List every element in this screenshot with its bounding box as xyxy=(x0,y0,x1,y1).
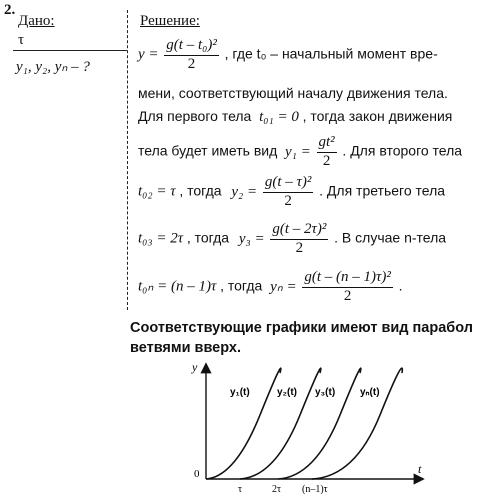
formula-y2-fraction xyxy=(263,175,314,210)
formula-y-lhs: y = xyxy=(138,46,159,63)
given-divider xyxy=(13,50,127,51)
fraction-numerator: g(t – (n – 1)τ)² xyxy=(302,270,393,288)
line-text: Для первого тела xyxy=(138,108,252,124)
given-value: τ xyxy=(18,32,25,48)
line-text: . Для третьего тела xyxy=(319,182,446,199)
solution-line-8: Соответствующие графики имеют вид парабол xyxy=(130,320,473,336)
tick-label-2tau: 2τ xyxy=(272,484,282,495)
given-find: y₁, y₂, yₙ – ? xyxy=(16,59,90,75)
fraction-numerator: g(t – t₀)² xyxy=(164,38,219,56)
line-text: . xyxy=(398,277,403,294)
formula-t02: t₀₂ = τ xyxy=(138,183,176,200)
y-axis-label: y xyxy=(192,360,198,374)
formula-t0n: t₀ₙ = (n – 1)τ xyxy=(138,278,217,295)
fraction-denominator: 2 xyxy=(187,55,196,72)
line-text: . В случае n-тела xyxy=(334,229,447,246)
fraction-denominator: 2 xyxy=(284,192,292,209)
curve-y3 xyxy=(278,368,361,479)
line-text: , тогда xyxy=(179,182,222,199)
x-axis-label: t xyxy=(418,462,422,476)
problem-number: 2. xyxy=(4,2,16,18)
line-text: , где t₀ – начальный момент вре- xyxy=(224,45,438,62)
solution-line-6 xyxy=(138,222,446,257)
line-text: , тогда xyxy=(186,229,230,246)
tick-label-n1tau: (n–1)τ xyxy=(302,484,328,495)
formula-t01: t₀₁ = 0 xyxy=(259,109,299,125)
curve-y2 xyxy=(240,368,321,479)
formula-yn-fraction xyxy=(302,270,393,305)
line-text: , тогда закон движения xyxy=(302,108,453,124)
curve-y1 xyxy=(206,368,281,479)
parabola-graph xyxy=(180,355,430,495)
formula-y2-lhs: y₂ = xyxy=(231,183,258,200)
tick-label-tau: τ xyxy=(238,484,243,495)
origin-label: 0 xyxy=(194,468,200,480)
solution-line-2: мени, соответствующий началу движения тела. xyxy=(138,85,448,101)
curve-yn xyxy=(312,368,402,479)
solution-line-3 xyxy=(138,108,452,126)
formula-general-fraction xyxy=(164,38,219,73)
given-label: Дано: xyxy=(18,13,55,29)
solution-line-4 xyxy=(138,135,462,170)
formula-y3-fraction xyxy=(270,222,328,257)
fraction-denominator: 2 xyxy=(343,287,352,304)
fraction-denominator: 2 xyxy=(295,239,304,256)
fraction-denominator: 2 xyxy=(322,152,331,169)
curve-label-yn: yₙ(t) xyxy=(360,387,380,398)
formula-y1-fraction xyxy=(317,135,337,170)
fraction-numerator: gt² xyxy=(317,135,337,153)
solution-line-1 xyxy=(138,38,438,73)
curve-label-y3: y₃(t) xyxy=(315,387,336,398)
fraction-numerator: g(t – τ)² xyxy=(263,175,314,193)
formula-y1-lhs: y₁ = xyxy=(285,143,311,160)
formula-y3-lhs: y₃ = xyxy=(238,230,265,247)
solution-line-7 xyxy=(138,270,403,305)
formula-t03: t₀₃ = 2τ xyxy=(138,230,184,247)
curve-label-y2: y₂(t) xyxy=(277,387,297,398)
line-text: , тогда xyxy=(220,277,263,294)
solution-line-5 xyxy=(138,175,445,210)
solution-header: Решение: xyxy=(140,13,200,29)
solution-line-9: ветвями вверх. xyxy=(130,340,242,356)
fraction-numerator: g(t – 2τ)² xyxy=(270,222,328,240)
formula-yn-lhs: yₙ = xyxy=(270,278,297,295)
curve-label-y1: y₁(t) xyxy=(230,387,250,398)
column-divider xyxy=(127,10,129,310)
line-text: тела будет иметь вид xyxy=(138,142,278,159)
line-text: . Для второго тела xyxy=(342,142,463,159)
